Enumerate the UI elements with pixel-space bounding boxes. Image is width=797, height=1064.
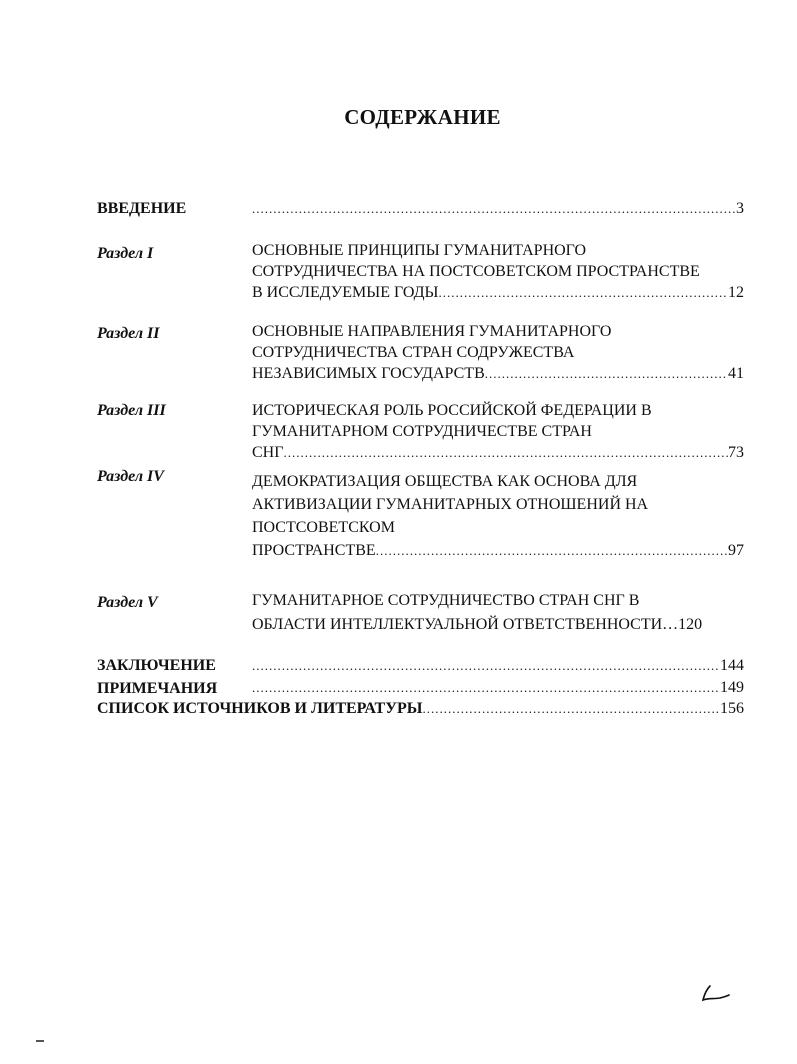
dot-leader — [252, 198, 736, 219]
entry-label-section-4: Раздел IV — [97, 468, 164, 485]
toc-row[interactable] — [252, 282, 744, 303]
dot-leader — [283, 442, 728, 463]
entry-line: В ИССЛЕДУЕМЫЕ ГОДЫ — [252, 284, 439, 301]
page-number: 120 — [678, 616, 703, 633]
entry-line: ПОСТСОВЕТСКОМ — [252, 519, 395, 536]
entry-line: ГУМАНИТАРНОЕ СОТРУДНИЧЕСТВО СТРАН СНГ В — [252, 592, 640, 609]
entry-line: СОТРУДНИЧЕСТВА НА ПОСТСОВЕТСКОМ ПРОСТРАНСТВЕ — [252, 263, 700, 280]
entry-body-introduction — [252, 198, 744, 219]
entry-body-notes — [252, 677, 744, 698]
entry-line: АКТИВИЗАЦИИ ГУМАНИТАРНЫХ ОТНОШЕНИЙ НА — [252, 496, 649, 513]
entry-label-section-3: Раздел III — [97, 402, 166, 419]
scan-mark — [36, 1040, 44, 1042]
handwritten-mark-icon — [700, 982, 730, 1006]
toc-row[interactable] — [97, 700, 744, 718]
page-title: СОДЕРЖАНИЕ — [344, 105, 501, 129]
page-number: 73 — [728, 444, 744, 461]
dot-leader — [485, 363, 728, 384]
page-number: 41 — [728, 365, 744, 382]
entry-body-section-3 — [252, 400, 744, 463]
entry-line: ОСНОВНЫЕ ПРИНЦИПЫ ГУМАНИТАРНОГО — [252, 242, 587, 259]
page-number: 144 — [720, 657, 744, 674]
toc-row[interactable] — [252, 677, 744, 698]
dot-leader — [376, 539, 728, 562]
toc-row[interactable] — [252, 613, 744, 637]
entry-label-section-1: Раздел I — [97, 245, 154, 262]
entry-body-section-4 — [252, 470, 744, 562]
toc-row[interactable] — [252, 198, 744, 219]
entry-label-section-2: Раздел II — [97, 325, 160, 342]
page-number: 97 — [728, 542, 744, 559]
entry-body-section-2 — [252, 321, 744, 384]
dot-leader — [252, 677, 720, 698]
entry-label-notes: ПРИМЕЧАНИЯ — [97, 680, 218, 697]
dot-leader — [422, 701, 720, 717]
entry-label-introduction: ВВЕДЕНИЕ — [97, 200, 187, 217]
entry-line: ОБЛАСТИ ИНТЕЛЛЕКТУАЛЬНОЙ ОТВЕТСТВЕННОСТИ… — [252, 616, 679, 633]
entry-label-section-5: Раздел V — [97, 594, 158, 611]
toc-row[interactable] — [252, 442, 744, 463]
page-number: 3 — [736, 200, 744, 217]
entry-line: ГУМАНИТАРНОМ СОТРУДНИЧЕСТВЕ СТРАН — [252, 423, 592, 440]
entry-line: НЕЗАВИСИМЫХ ГОСУДАРСТВ — [252, 365, 485, 382]
page-number: 12 — [728, 284, 744, 301]
entry-body-section-1 — [252, 240, 744, 303]
toc-row[interactable] — [252, 363, 744, 384]
entry-line: ПРОСТРАНСТВЕ — [252, 542, 376, 559]
entry-line: СНГ — [252, 444, 284, 461]
entry-line: СОТРУДНИЧЕСТВА СТРАН СОДРУЖЕСТВА — [252, 344, 575, 361]
entry-line: ДЕМОКРАТИЗАЦИЯ ОБЩЕСТВА КАК ОСНОВА ДЛЯ — [252, 473, 638, 490]
dot-leader — [252, 655, 720, 676]
toc-row[interactable] — [252, 655, 744, 676]
entry-label-conclusion: ЗАКЛЮЧЕНИЕ — [97, 657, 216, 674]
dot-leader — [438, 282, 728, 303]
entry-body-conclusion — [252, 655, 744, 676]
entry-body-section-5 — [252, 589, 744, 637]
toc-row[interactable] — [252, 539, 744, 562]
entry-sources — [97, 700, 744, 718]
entry-label-sources: СПИСОК ИСТОЧНИКОВ И ЛИТЕРАТУРЫ — [97, 700, 423, 717]
page-number: 156 — [720, 700, 744, 717]
entry-line: ОСНОВНЫЕ НАПРАВЛЕНИЯ ГУМАНИТАРНОГО — [252, 323, 612, 340]
page-number: 149 — [720, 679, 744, 696]
entry-line: ИСТОРИЧЕСКАЯ РОЛЬ РОССИЙСКОЙ ФЕДЕРАЦИИ В — [252, 402, 652, 419]
